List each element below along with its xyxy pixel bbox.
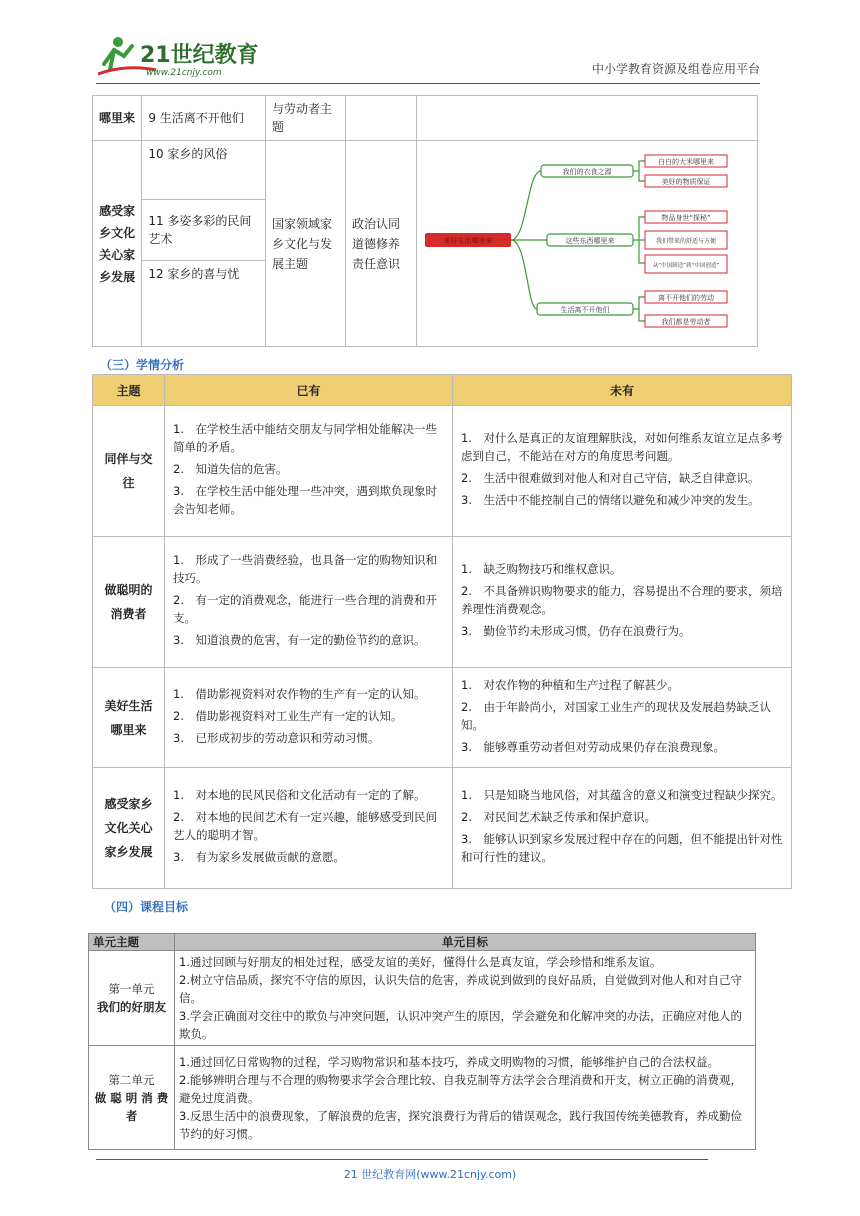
lesson-cell: 10 家乡的风俗 bbox=[142, 141, 266, 200]
theme-cell: 哪里来 bbox=[93, 96, 142, 141]
has-item: 2. 有一定的消费观念，能进行一些合理的消费和开支。 bbox=[173, 593, 437, 625]
lacks-item: 1. 缺乏购物技巧和维权意识。 bbox=[461, 562, 622, 576]
column-header: 主题 bbox=[93, 375, 165, 406]
column-header: 单元主题 bbox=[89, 934, 175, 951]
lesson-cell: 12 家乡的喜与忧 bbox=[142, 261, 266, 347]
table-row bbox=[89, 951, 756, 1046]
quality-cell: 政治认同道德修养责任意识 bbox=[345, 141, 416, 347]
has-cell bbox=[165, 768, 453, 889]
lacks-item: 3. 生活中不能控制自己的情绪以避免和减少冲突的发生。 bbox=[461, 493, 760, 507]
platform-name: 中小学教育资源及组卷应用平台 bbox=[591, 62, 760, 76]
goal-item: 1.通过回顾与好朋友的相处过程，感受友谊的美好，懂得什么是真友谊，学会珍惜和维系友谊。 bbox=[179, 955, 662, 969]
has-item: 2. 借助影视资料对工业生产有一定的认知。 bbox=[173, 708, 403, 723]
has-item: 2. 知道失信的危害。 bbox=[173, 462, 288, 476]
unit-name: 做 聪 明 消 费 者 bbox=[94, 1090, 169, 1123]
mindmap-branch-label: 这些东西哪里来 bbox=[565, 237, 615, 245]
lacks-item: 3. 能够尊重劳动者但对劳动成果仍存在浪费现象。 bbox=[461, 739, 725, 754]
header-divider bbox=[96, 83, 760, 84]
lacks-cell bbox=[453, 537, 792, 668]
table-header-row bbox=[89, 934, 756, 951]
lacks-item: 3. 能够认识到家乡发展过程中存在的问题，但不能提出针对性和可行性的建议。 bbox=[461, 832, 783, 864]
table-row bbox=[93, 768, 792, 889]
table-row bbox=[93, 668, 792, 768]
goal-item: 2.能够辨明合理与不合理的购物要求学会合理比较、自我克制等方法学会合理消费和开支，树立正确的消费观，避免过度消费。 bbox=[179, 1072, 742, 1105]
mindmap-leaf-label: 美好的物质保证 bbox=[661, 178, 711, 186]
unit-cell bbox=[89, 1046, 175, 1150]
units-table bbox=[92, 95, 758, 347]
table-row bbox=[93, 96, 758, 141]
has-cell bbox=[165, 668, 453, 768]
has-item: 1. 在学校生活中能结交朋友与同学相处能解决一些简单的矛盾。 bbox=[173, 422, 437, 454]
goals-cell bbox=[175, 951, 756, 1046]
lacks-cell bbox=[453, 668, 792, 768]
logo-url: www.21cnjy.com bbox=[146, 68, 222, 78]
mindmap-diagram bbox=[417, 141, 757, 341]
mindmap-leaf-label: 从“中国制造”到“中国创造” bbox=[652, 263, 720, 269]
lacks-item: 2. 生活中很难做到对他人和对自己守信，缺乏自律意识。 bbox=[461, 471, 760, 485]
has-item: 3. 在学校生活中能处理一些冲突，遇到欺负现象时会告知老师。 bbox=[173, 484, 437, 516]
mindmap-leaf-label: 离不开他们的劳动 bbox=[658, 294, 714, 302]
table-header-row bbox=[93, 375, 792, 406]
row-theme: 美好生活哪里来 bbox=[93, 668, 165, 768]
mindmap-branch-label: 我们的衣食之源 bbox=[562, 168, 612, 176]
column-header: 单元目标 bbox=[175, 934, 756, 951]
lacks-item: 2. 对民间艺术缺乏传承和保护意识。 bbox=[461, 810, 656, 824]
goal-item: 3.反思生活中的浪费现象，了解浪费的危害，探究浪费行为背后的错误观念，践行我国传统美德教育，养成勤俭节约的好习惯。 bbox=[179, 1108, 742, 1141]
has-item: 3. 有为家乡发展做贡献的意愿。 bbox=[173, 850, 345, 864]
table-row bbox=[89, 1046, 756, 1150]
footer-text: 21 世纪教育网(www.21cnjy.com) bbox=[343, 1168, 517, 1181]
column-header: 已有 bbox=[165, 375, 453, 406]
lacks-cell bbox=[453, 406, 792, 537]
unit-name: 我们的好朋友 bbox=[97, 1000, 166, 1014]
logo-text: 21世纪教育 bbox=[140, 43, 259, 68]
lesson-cell: 9 生活离不开他们 bbox=[142, 96, 266, 141]
section-title-goals: （四）课程目标 bbox=[104, 900, 189, 914]
mindmap-cell-empty bbox=[417, 96, 758, 141]
lacks-item: 1. 对什么是真正的友谊理解肤浅，对如何维系友谊立足点多考虑到自己，不能站在对方的角度思考问题。 bbox=[461, 431, 783, 463]
lacks-cell bbox=[453, 768, 792, 889]
lacks-item: 1. 对农作物的种植和生产过程了解甚少。 bbox=[461, 677, 679, 692]
has-cell bbox=[165, 406, 453, 537]
table-row bbox=[93, 141, 758, 200]
row-theme: 做聪明的消费者 bbox=[93, 537, 165, 668]
goal-item: 3.学会正确面对交往中的欺负与冲突问题，认识冲突产生的原因，学会避免和化解冲突的办法，正确应对他人的欺负。 bbox=[179, 1009, 742, 1041]
has-cell bbox=[165, 537, 453, 668]
mindmap-cell bbox=[417, 141, 758, 347]
mindmap-center-label: 美好生活哪里来 bbox=[443, 237, 493, 245]
goals-cell bbox=[175, 1046, 756, 1150]
goals-table bbox=[88, 933, 756, 1150]
theme-cell: 感受家乡文化关心家乡发展 bbox=[93, 141, 142, 347]
section-title-analysis: （三）学情分析 bbox=[100, 358, 185, 372]
has-item: 1. 借助影视资料对农作物的生产有一定的认知。 bbox=[173, 686, 426, 701]
mindmap-leaf-label: 我们都是劳动者 bbox=[661, 318, 711, 326]
site-logo bbox=[96, 34, 266, 78]
unit-number: 第二单元 bbox=[108, 1072, 155, 1087]
analysis-table bbox=[92, 374, 792, 889]
page-header bbox=[96, 34, 760, 82]
quality-cell bbox=[345, 96, 416, 141]
lacks-item: 3. 勤俭节约未形成习惯，仍存在浪费行为。 bbox=[461, 624, 691, 638]
has-item: 1. 对本地的民风民俗和文化活动有一定的了解。 bbox=[173, 788, 426, 802]
goal-item: 2.树立守信品质，探究不守信的原因，认识失信的危害，养成说到做到的良好品质，自觉做到对他人和对自己守信。 bbox=[179, 973, 742, 1005]
goal-item: 1.通过回忆日常购物的过程，学习购物常识和基本技巧，养成文明购物的习惯，能够维护自己的合法权益。 bbox=[179, 1054, 719, 1069]
table-row bbox=[93, 537, 792, 668]
unit-cell bbox=[89, 951, 175, 1046]
row-theme: 感受家乡文化关心家乡发展 bbox=[93, 768, 165, 889]
unit-number: 第一单元 bbox=[108, 982, 155, 996]
mindmap-branch-label: 生活离不开他们 bbox=[560, 306, 610, 314]
topic-cell: 与劳动者主题 bbox=[265, 96, 345, 141]
has-item: 3. 知道浪费的危害，有一定的勤俭节约的意识。 bbox=[173, 633, 426, 647]
lacks-item: 2. 由于年龄尚小，对国家工业生产的现状及发展趋势缺乏认知。 bbox=[461, 699, 771, 732]
table-row bbox=[93, 406, 792, 537]
lacks-item: 2. 不具备辨识购物要求的能力，容易提出不合理的要求，须培养理性消费观念。 bbox=[461, 584, 783, 616]
row-theme: 同伴与交往 bbox=[93, 406, 165, 537]
lacks-item: 1. 只是知晓当地风俗，对其蕴含的意义和演变过程缺少探究。 bbox=[461, 788, 783, 802]
column-header: 未有 bbox=[453, 375, 792, 406]
lesson-cell: 11 多姿多彩的民间艺术 bbox=[142, 200, 266, 261]
mindmap-leaf-label: 我们带来的舒适与方便 bbox=[655, 238, 717, 245]
footer-divider bbox=[96, 1159, 708, 1160]
has-item: 3. 已形成初步的劳动意识和劳动习惯。 bbox=[173, 730, 380, 745]
has-item: 1. 形成了一些消费经验，也具备一定的购物知识和技巧。 bbox=[173, 553, 437, 585]
mindmap-leaf-label: 白白的大米哪里来 bbox=[658, 158, 714, 166]
topic-cell: 国家领域家乡文化与发展主题 bbox=[265, 141, 345, 347]
has-item: 2. 对本地的民间艺术有一定兴趣，能够感受到民间艺人的聪明才智。 bbox=[173, 810, 437, 842]
mindmap-leaf-label: 物品身世“探秘” bbox=[661, 214, 711, 222]
